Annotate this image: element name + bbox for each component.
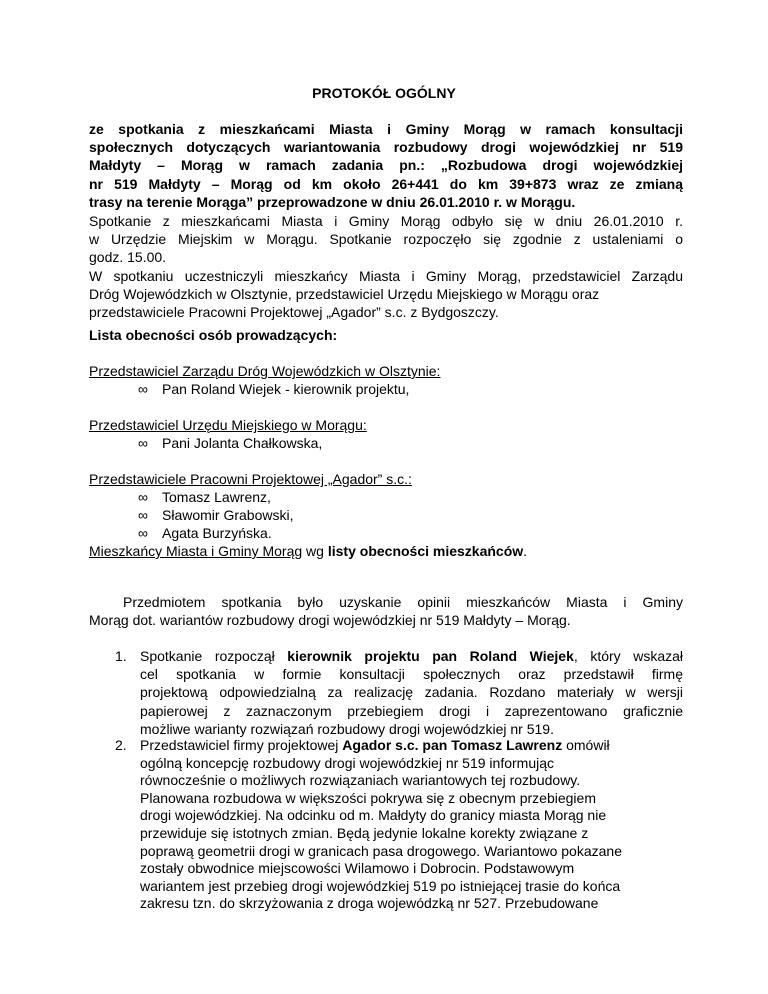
item-line: Planowana rozbudowa w większości pokrywa się z obecnym przebiegiem xyxy=(140,789,596,806)
item1-text-a: Spotkanie rozpoczął xyxy=(140,648,288,664)
attendee-item xyxy=(138,434,322,452)
bullet-icon: ∞ xyxy=(138,525,148,541)
group-heading-agador: Przedstawiciele Pracowni Projektowej „Agador” s.c.: xyxy=(89,471,412,487)
intro-line: W spotkaniu uczestniczyli mieszkańcy Miasta i Gminy Morąg, przedstawiciel Zarządu xyxy=(89,267,683,284)
attendance-heading: Lista obecności osób prowadzących: xyxy=(89,327,338,343)
residents-middle: wg xyxy=(302,543,328,559)
document-subtitle xyxy=(89,120,683,211)
item-line: możliwe warianty rozwiązań rozbudowy drogi wojewódzkiej nr 519. xyxy=(140,720,554,737)
intro-paragraph xyxy=(89,212,683,321)
bullet-icon: ∞ xyxy=(138,489,148,505)
residents-line xyxy=(89,542,683,560)
purpose-paragraph xyxy=(89,593,683,629)
list-item-number: 1. xyxy=(115,648,127,664)
intro-line: Spotkanie z mieszkańcami Miasta i Gminy Morąg odbyło się w dniu 26.01.2010 r. xyxy=(89,213,683,229)
intro-line: godz. 15.00. xyxy=(89,249,167,266)
attendee-name: Agata Burzyńska. xyxy=(162,525,272,541)
item-line: przewiduje się istotnych zmian. Będą jedynie lokalne korekty związane z xyxy=(140,824,589,841)
attendee-name: Tomasz Lawrenz, xyxy=(162,489,271,505)
item-line: zostały obwodnice miejscowości Wilamowo i Dobrocin. Podstawowym xyxy=(140,860,575,877)
item-line: zakresu tzn. do skrzyżowania z droga wojewódzką nr 527. Przebudowane xyxy=(140,895,599,912)
bullet-icon: ∞ xyxy=(138,381,148,397)
item2-text-c: omówił xyxy=(562,737,610,753)
subtitle-line: społecznych dotyczących wariantowania rozbudowy drogi wojewódzkiej nr 519 xyxy=(89,139,683,156)
subtitle-line: nr 519 Małdyty – Morąg od km około 26+441 do km 39+873 wraz ze zmianą xyxy=(89,175,683,192)
item-line: poprawą geometrii drogi w granicach pasa drogowego. Wariantowo pokazane xyxy=(140,842,622,859)
group-heading-zdw: Przedstawiciel Zarządu Dróg Wojewódzkich w Olsztynie: xyxy=(89,363,441,379)
subtitle-line: trasy na terenie Morąga” przeprowadzone w dniu 26.01.2010 r. w Morągu. xyxy=(89,193,576,210)
attendee-item xyxy=(138,488,271,506)
item1-text-bold: kierownik projektu pan Roland Wiejek xyxy=(287,648,574,664)
list-item-number: 2. xyxy=(115,737,127,753)
item-line: drogi wojewódzkiej. Na odcinku od m. Małdyty do granicy miasta Morąg nie xyxy=(140,807,607,824)
group-heading-urzad: Przedstawiciel Urzędu Miejskiego w Morągu: xyxy=(89,417,367,433)
item-line: papierowej z zaznaczonym przebiegiem drogi i zaprezentowano graficznie xyxy=(140,702,683,719)
residents-end: . xyxy=(523,543,528,559)
attendee-name: Pani Jolanta Chałkowska, xyxy=(162,435,323,451)
residents-underlined: Mieszkańcy Miasta i Gminy Morąg xyxy=(89,543,303,559)
item-line: równocześnie o możliwych rozwiązaniach wariantowych tej rozbudowy. xyxy=(140,772,581,789)
attendee-item xyxy=(138,506,293,524)
bullet-icon: ∞ xyxy=(138,507,148,523)
item-line xyxy=(140,737,622,755)
item-line: wariantem jest przebieg drogi wojewódzkiej 519 po istniejącej trasie do końca xyxy=(140,877,621,894)
item1-text-c: , który wskazał xyxy=(573,648,683,664)
item-line xyxy=(140,647,683,665)
item-line: cel spotkania w formie konsultacji społecznych oraz przedstawił firmę xyxy=(140,666,683,683)
residents-bold: listy obecności mieszkańców xyxy=(327,543,524,559)
item2-text-a: Przedstawiciel firmy projektowej xyxy=(140,737,343,753)
document-title: PROTOKÓŁ OGÓLNY xyxy=(312,85,456,101)
item2-text-bold: Agador s.c. pan Tomasz Lawrenz xyxy=(342,737,563,753)
subtitle-line: ze spotkania z mieszkańcami Miasta i Gminy Morąg w ramach konsultacji xyxy=(89,121,683,137)
attendee-item xyxy=(138,524,272,542)
intro-line: w Urzędzie Miejskim w Morągu. Spotkanie rozpoczęło się zgodnie z ustaleniami o xyxy=(89,231,683,248)
subtitle-line: Małdyty – Morąg w ramach zadania pn.: „Rozbudowa drogi wojewódzkiej xyxy=(89,157,683,174)
attendee-name: Sławomir Grabowski, xyxy=(162,507,294,523)
intro-line: Dróg Wojewódzkich w Olsztynie, przedstawiciel Urzędu Miejskiego w Morągu oraz xyxy=(89,285,600,302)
intro-line: przedstawiciele Pracowni Projektowej „Agador” s.c. z Bydgoszczy. xyxy=(89,304,499,321)
item-line: ogólną koncepcję rozbudowy drogi wojewódzkiej nr 519 informując xyxy=(140,754,555,771)
attendee-name: Pan Roland Wiejek - kierownik projektu, xyxy=(162,381,410,397)
purpose-line: Morąg dot. wariantów rozbudowy drogi wojewódzkiej nr 519 Małdyty – Morąg. xyxy=(89,612,571,629)
item-line: projektową odpowiedzialną za realizację zadania. Rozdano materiały w wersji xyxy=(140,684,683,701)
attendee-item xyxy=(138,380,409,398)
bullet-icon: ∞ xyxy=(138,435,148,451)
purpose-line: Przedmiotem spotkania było uzyskanie opinii mieszkańców Miasta i Gminy xyxy=(123,594,683,610)
